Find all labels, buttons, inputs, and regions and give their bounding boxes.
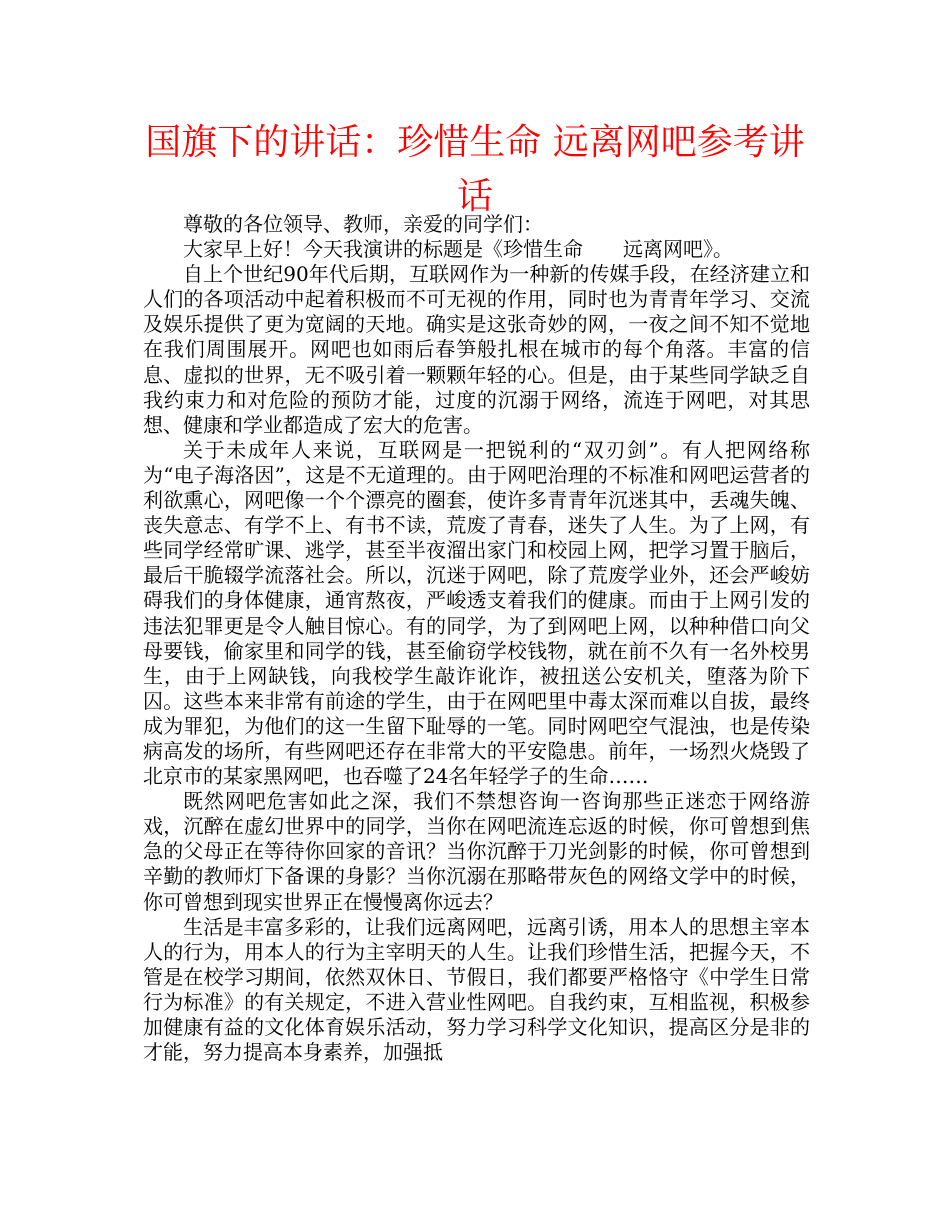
greeting-paragraph: 大家早上好！今天我演讲的标题是《珍惜生命 远离网吧》。 <box>183 237 733 262</box>
document-body <box>143 212 810 1065</box>
body-paragraph: 既然网吧危害如此之深，我们不禁想咨询一咨询那些正迷恋于网络游戏，沉醉在虚幻世界中的同学，当你在网吧流连忘返的时候，你可曾想到焦急的父母正在等待你回家的音讯？当你沉醉于刀光剑影的时候，你可曾想到辛勤的教师灯下备课的身影？当你沉溺在那略带灰色的网络文学中的时候，你可曾想到现实世界正在慢慢离你远去？ <box>143 789 810 914</box>
body-paragraph: 关于未成年人来说，互联网是一把锐利的“双刃剑”。有人把网络称为“电子海洛因”，这是不无道理的。由于网吧治理的不标准和网吧运营者的利欲熏心，网吧像一个个漂亮的圈套，使许多青青年沉迷其中，丢魂失魄、丧失意志、有学不上、有书不读，荒废了青春，迷失了人生。为了上网，有些同学经常旷课、逃学，甚至半夜溜出家门和校园上网，把学习置于脑后，最后干脆辍学流落社会。所以，沉迷于网吧，除了荒废学业外，还会严峻妨碍我们的身体健康，通宵熬夜，严峻透支着我们的健康。而由于上网引发的违法犯罪更是令人触目惊心。有的同学，为了到网吧上网，以种种借口向父母要钱，偷家里和同学的钱，甚至偷窃学校钱物，就在前不久有一名外校男生，由于上网缺钱，向我校学生敲诈讹诈，被扭送公安机关，堕落为阶下囚。这些本来非常有前途的学生，由于在网吧里中毒太深而难以自拔，最终成为罪犯，为他们的这一生留下耻辱的一笔。同时网吧空气混浊，也是传染病高发的场所，有些网吧还存在非常大的平安隐患。前年，一场烈火烧毁了北京市的某家黑网吧，也吞噬了24名年轻学子的生命…… <box>143 437 810 789</box>
salutation-paragraph: 尊敬的各位领导、教师，亲爱的同学们： <box>183 212 543 236</box>
body-paragraph: 自上个世纪90年代后期，互联网作为一种新的传媒手段，在经济建立和人们的各项活动中起着积极而不可无视的作用，同时也为青青年学习、交流及娱乐提供了更为宽阔的天地。确实是这张奇妙的网，一夜之间不知不觉地在我们周围展开。网吧也如雨后春笋般扎根在城市的每个角落。丰富的信息、虚拟的世界，无不吸引着一颗颗年轻的心。但是，由于某些同学缺乏自我约束力和对危险的预防才能，过度的沉溺于网络，流连于网吧，对其思想、健康和学业都造成了宏大的危害。 <box>143 262 810 437</box>
body-paragraph: 生活是丰富多彩的，让我们远离网吧，远离引诱，用本人的思想主宰本人的行为，用本人的行为主宰明天的人生。让我们珍惜生活，把握今天，不管是在校学习期间，依然双休日、节假日，我们都要严格恪守《中学生日常行为标准》的有关规定，不进入营业性网吧。自我约束，互相监视，积极参加健康有益的文化体育娱乐活动，努力学习科学文化知识，提高区分是非的才能，努力提高本身素养，加强抵 <box>143 914 810 1065</box>
document-title: 国旗下的讲话：珍惜生命 远离网吧参考讲话 <box>145 122 805 217</box>
